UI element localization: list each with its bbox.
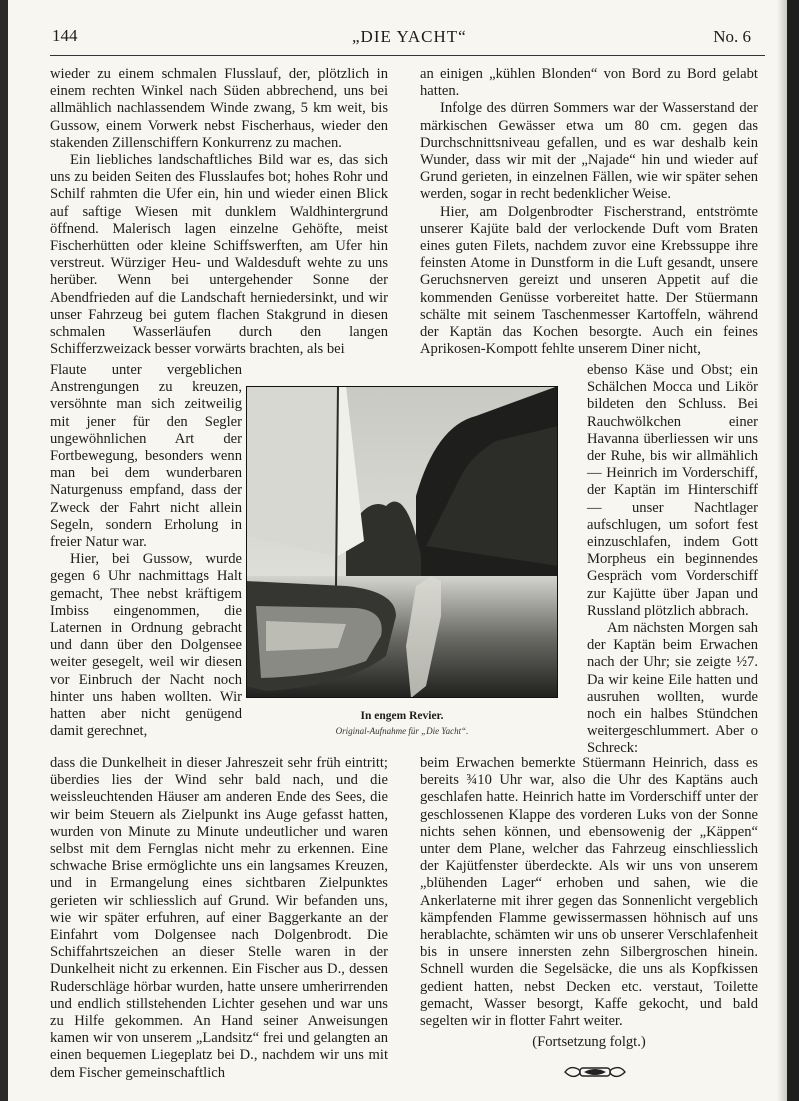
sailboat-photo-image bbox=[246, 386, 558, 698]
paragraph: Infolge des dürren Sommers war der Wasserstand der märkischen Gewässer etwa um 80 cm. gegen das Durchschnittsniveau gefallen, und es war deshalb kein Wunder, dass wir mit der „Najade“ hin und wieder auf Grund gerieten, in einzelnen Fällen, wie wir später sehen werden, sogar in recht bedenklicher Weise. bbox=[420, 100, 758, 203]
figure-caption-credit: Original-Aufnahme für „Die Yacht“. bbox=[335, 726, 469, 736]
journal-title: „DIE YACHT“ bbox=[352, 27, 467, 46]
paragraph: ebenso Käse und Obst; ein Schälchen Mocca und Likör bildeten den Schluss. Bei Rauchwölkchen einer Havanna überliessen wir uns der Ruhe, bis wir allmählich — Heinrich im Vorderschiff, der Kaptän im Hinterschiff — unser Nachtlager aufschlugen, um sofort fest einzuschlafen, indem Gott Morpheus ein beginnendes Gespräch vom Vorderschiff zur Kajütte über Japan und Russland plötzlich abbrach. bbox=[587, 362, 758, 619]
paragraph: Ein liebliches landschaftliches Bild war es, das sich uns zu beiden Seiten des Flusslaufes bot; hohes Rohr und Schilf rahmten die Ufer ein, hin und wieder einen Blick auf saftige Wiesen mit dunklem Waldhintergrund öffnend. Malerisch lagen einzelne Gehöfte, meist Fischerhütten oder kleine Schiffswerften, am Ufer hin verstreut. Würziger Heu- und Waldesduft wehte zu uns herüber. Wenn bei untergehender Sonne der Abendfrieden auf die Landschaft herniedersinkt, und wir unser Fahrzeug bei gutem flachen Stakgrund in diesen schmalen Wasserläufen durch den langen Schifferzweizack besser vorwärts brachten, als bei bbox=[50, 152, 388, 358]
header-rule bbox=[50, 55, 765, 56]
paragraph: beim Erwachen bemerkte Stüermann Heinrich, dass es bereits ¾10 Uhr war, also die Uhr des Kaptäns auch geschlafen hatte. Heinrich hatte im Vorderschiff unter der geschlossenen Klappe des vorderen Luks von der Sonne nichts sehen können, und ebensowenig der „Käppen“ unter dem Plane, welcher das Fahrzeug einschliesslich der Kajütfenster überdeckte. Als wir uns von unserem „blühenden Lager“ erhoben und sahen, wie die Ankerlaterne mit ihrer gegen das Sonnenlicht vergeblich kämpfenden Flamme gewissermassen höhnisch auf uns herablachte, schämten wir uns ob unserer Verschlafenheit bis in unsere innersten zehn Silbergroschen hinein. Schnell wurden die Segelsäcke, die uns als Kopfkissen gedient hatten, nebst Decken etc. verstaut, Toilette gemacht, Wasser besorgt, Kaffe gekocht, und bald segelten wir in flotter Fahrt weiter. bbox=[420, 755, 758, 1030]
paragraph: Hier, bei Gussow, wurde gegen 6 Uhr nachmittags Halt gemacht, Thee nebst kräftigem Imbiss eingenommen, die Laternen in Ordnung gebracht und dann über den Dolgensee weiter gesegelt, weil wir diesen vor Einbruch der Nacht noch hinter uns haben wollten. Wir hatten aber nicht genügend damit gerechnet, bbox=[50, 551, 242, 740]
right-column-bottom bbox=[420, 755, 758, 1051]
scan-edge-left bbox=[0, 0, 8, 1101]
paragraph: dass die Dunkelheit in dieser Jahreszeit sehr früh eintritt; überdies lies der Wind sehr bald nach, und die weissleuchtenden Häuser am anderen Ende des Sees, die wir beim Steuern als Zielpunkt ins Auge gefasst hatten, wurden von Minute zu Minute undeutlicher und waren selbst mit dem Fernglas nicht mehr zu erkennen. Eine schwache Brise ermöglichte uns ein langsames Kreuzen, und in Ermangelung eines sichtbaren Zielpunktes gerieten wir schliesslich auf Grund. Wir befanden uns, wie wir später erfuhren, auf einer Baggerkante an der Einfahrt vom Dolgensee nach Dolgenbrodt. Die Schiffahrtszeichen an dieser Stelle waren in der Dunkelheit nicht zu erkennen. Ein Fischer aus D., dessen Ruderschläge hörbar wurden, hatte unsere umherirrenden und endlich stillstehenden Lichter gesehen und war uns zu Hilfe gekommen. An Hand seiner Anweisungen kamen wir von unserem „Landsitz“ frei und gelangten an einen bequemen Liegeplatz bei D., nachdem wir uns mit dem Fischer gemeinschaftlich bbox=[50, 755, 388, 1081]
scan-edge-right bbox=[787, 0, 799, 1101]
paragraph: an einigen „kühlen Blonden“ von Bord zu Bord gelabt hatten. bbox=[420, 66, 758, 100]
paragraph: wieder zu einem schmalen Flusslauf, der, plötzlich in einem rechten Winkel nach Süden abbrechend, uns bei allmählich nachlassendem Winde zwang, 5 km weit, bis Gussow, einem Vorwerk nebst Fischerhaus, wieder den stakenden Zillenschiffern Konkurrenz zu machen. bbox=[50, 66, 388, 151]
issue-number: No. 6 bbox=[713, 27, 751, 46]
paragraph: Flaute unter vergeblichen Anstrengungen zu kreuzen, versöhnte man sich zeitweilig mit jener für den Segler ungewöhnlichen Art der Fortbewegung, besonders wenn man bei dem wunderbaren Naturgenuss empfand, dass der Zweck der Fahrt nicht allein Segeln, sondern Erholung in freier Natur war. bbox=[50, 362, 242, 551]
left-column-bottom bbox=[50, 755, 388, 1082]
right-column-top bbox=[420, 66, 758, 358]
page-number: 144 bbox=[52, 26, 78, 45]
figure-photo bbox=[246, 386, 558, 698]
continued-note: (Fortsetzung folgt.) bbox=[532, 1034, 646, 1051]
left-column-top bbox=[50, 66, 388, 358]
page-header bbox=[52, 26, 759, 54]
page-fold-shadow bbox=[777, 0, 787, 1101]
left-column-wrap bbox=[50, 362, 242, 740]
figure-caption-title: In engem Revier. bbox=[360, 710, 444, 722]
paragraph: Am nächsten Morgen sah der Kaptän beim Erwachen nach der Uhr; sie zeigte ½7. Da wir keine Eile hatten und ausruhen wollten, wurde noch ein halbes Stündchen weitergeschlummert. Aber o Schreck: bbox=[587, 620, 758, 757]
paragraph: Hier, am Dolgenbrodter Fischerstrand, entströmte unserer Kajüte bald der verlockende Duft vom Braten eines guten Filets, nachdem zuvor eine Krebssuppe ihre feinsten Atome in Dunstform in die Luft gesandt, unsere Geruchsnerven gereizt und unseren Appetit auf die kommenden Genüsse vorbereitet hatte. Der Stüermann schälte mit seinem Taschenmesser Kartoffeln, während der Kaptän das Kochen besorgte. Auch ein feines Aprikosen-Kompott fehlte unserem Diner nicht, bbox=[420, 203, 758, 358]
right-column-wrap bbox=[587, 362, 758, 758]
end-ornament-icon bbox=[560, 1063, 630, 1081]
